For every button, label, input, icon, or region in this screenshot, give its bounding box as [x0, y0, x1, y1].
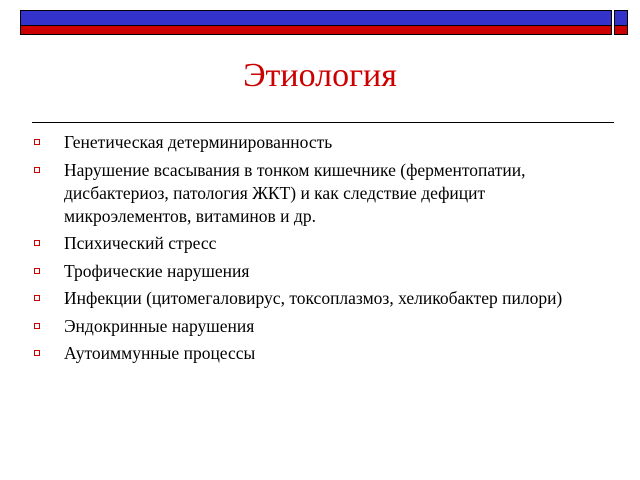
hollow-square-icon: [34, 350, 40, 356]
title-divider: [32, 122, 614, 123]
bullet-item-endocrine: [34, 315, 604, 338]
hollow-square-icon: [34, 240, 40, 246]
hollow-square-icon: [34, 295, 40, 301]
header-red-stripe: [20, 26, 612, 35]
bullet-text: Трофические нарушения: [64, 260, 250, 281]
hollow-square-icon: [34, 268, 40, 274]
bullet-text: Эндокринные нарушения: [64, 315, 255, 336]
hollow-square-icon: [34, 167, 40, 173]
bullet-item-autoimmune: [34, 342, 604, 365]
bullet-text: Нарушение всасывания в тонком кишечнике (ферментопатии, дисбактериоз, патология ЖКТ) и как следствие дефицит микроэлементов, витаминов и др.: [64, 159, 526, 226]
header-blue-stripe: [20, 10, 612, 26]
bullet-text: Генетическая детерминированность: [64, 132, 333, 152]
bullet-list: [34, 131, 604, 370]
header-red-end-block: [614, 26, 628, 35]
bullet-item-genetic: [34, 131, 604, 154]
bullet-item-malabsorption: [34, 159, 604, 228]
bullet-item-stress: [34, 232, 604, 255]
bullet-text: Аутоиммунные процессы: [64, 343, 256, 363]
bullet-text: Инфекции (цитомегаловирус, токсоплазмоз, хеликобактер пилори): [64, 288, 563, 308]
bullet-item-infections: [34, 287, 604, 310]
hollow-square-icon: [34, 323, 40, 329]
slide-title: Этиология: [243, 57, 397, 94]
bullet-item-trophic: [34, 260, 604, 283]
header-blue-end-block: [614, 10, 628, 26]
hollow-square-icon: [34, 139, 40, 145]
header-decoration-bar: [20, 10, 628, 35]
bullet-text: Психический стресс: [64, 233, 217, 253]
